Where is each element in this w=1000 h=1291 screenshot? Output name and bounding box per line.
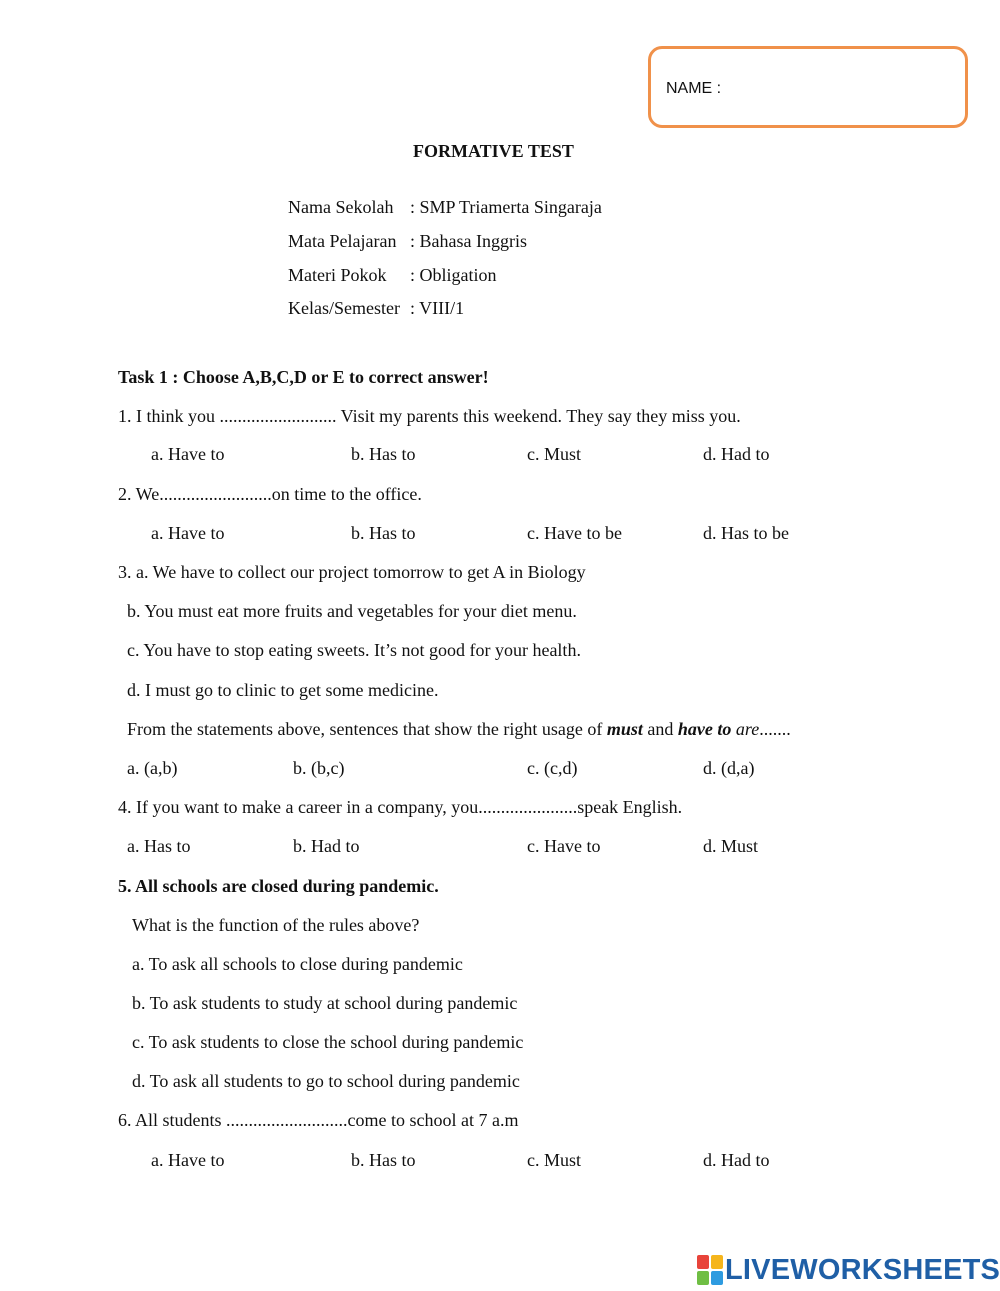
q1-option-d[interactable]: d. Had to: [703, 444, 770, 464]
question-5-stem: 5. All schools are closed during pandemic.: [118, 876, 439, 896]
q1-option-a[interactable]: a. Have to: [151, 444, 225, 464]
question-2-stem: 2. We.........................on time to the office.: [118, 484, 422, 504]
q6-option-b[interactable]: b. Has to: [351, 1150, 416, 1170]
q6-option-a[interactable]: a. Have to: [151, 1150, 225, 1170]
q3-option-a[interactable]: a. (a,b): [127, 758, 178, 778]
q6-option-d[interactable]: d. Had to: [703, 1150, 770, 1170]
q4-option-c[interactable]: c. Have to: [527, 836, 601, 856]
liveworksheets-logo-text: LIVEWORKSHEETS: [725, 1254, 1000, 1286]
task-heading: Task 1 : Choose A,B,C,D or E to correct answer!: [118, 367, 489, 387]
q3-statement-b: b. You must eat more fruits and vegetables for your diet menu.: [127, 601, 577, 621]
q3-statement-d: d. I must go to clinic to get some medicine.: [127, 680, 439, 700]
info-topic: [288, 265, 497, 285]
liveworksheets-logo-icon: [697, 1255, 723, 1285]
q2-option-a[interactable]: a. Have to: [151, 523, 225, 543]
info-label: Nama Sekolah: [288, 197, 394, 217]
logo-tile: [711, 1271, 723, 1285]
q5-option-c[interactable]: c. To ask students to close the school during pandemic: [132, 1032, 524, 1052]
info-value: : VIII/1: [410, 298, 465, 318]
info-school: [288, 197, 602, 217]
q2-option-c[interactable]: c. Have to be: [527, 523, 622, 543]
info-label: Materi Pokok: [288, 265, 387, 285]
q3-statement-c: c. You have to stop eating sweets. It’s not good for your health.: [127, 640, 581, 660]
logo-tile: [697, 1255, 709, 1269]
q6-option-c[interactable]: c. Must: [527, 1150, 581, 1170]
info-value: : Obligation: [410, 265, 497, 285]
q3-option-d[interactable]: d. (d,a): [703, 758, 755, 778]
info-class: [288, 298, 464, 318]
logo-tile: [711, 1255, 723, 1269]
name-label: NAME :: [666, 80, 722, 97]
q5-option-b[interactable]: b. To ask students to study at school during pandemic: [132, 993, 518, 1013]
q3-prompt-have-to: have to: [677, 719, 732, 739]
q3-prompt: [127, 719, 791, 739]
q1-option-b[interactable]: b. Has to: [351, 444, 416, 464]
q3-prompt-are: are: [731, 719, 760, 739]
q4-option-a[interactable]: a. Has to: [127, 836, 191, 856]
question-6-stem: 6. All students ...........................come to school at 7 a.m: [118, 1110, 519, 1130]
q5-option-a[interactable]: a. To ask all schools to close during pandemic: [132, 954, 463, 974]
name-input[interactable]: [734, 72, 958, 106]
info-subject: [288, 231, 527, 251]
liveworksheets-logo: [697, 1254, 1000, 1286]
q3-prompt-and: and: [642, 719, 678, 739]
info-value: : SMP Triamerta Singaraja: [410, 197, 602, 217]
q3-statement-a: 3. a. We have to collect our project tomorrow to get A in Biology: [118, 562, 586, 582]
info-value: : Bahasa Inggris: [410, 231, 527, 251]
q3-option-b[interactable]: b. (b,c): [293, 758, 345, 778]
question-1-stem: 1. I think you .......................... Visit my parents this weekend. They say they miss you.: [118, 406, 741, 426]
q4-option-d[interactable]: d. Must: [703, 836, 759, 856]
q2-option-b[interactable]: b. Has to: [351, 523, 416, 543]
q3-option-c[interactable]: c. (c,d): [527, 758, 578, 778]
question-4-stem: 4. If you want to make a career in a company, you......................speak English.: [118, 797, 683, 817]
page-title: FORMATIVE TEST: [413, 141, 574, 161]
logo-tile: [697, 1271, 709, 1285]
q1-option-c[interactable]: c. Must: [527, 444, 581, 464]
info-label: Mata Pelajaran: [288, 231, 397, 251]
q3-prompt-must: must: [606, 719, 643, 739]
q2-option-d[interactable]: d. Has to be: [703, 523, 789, 543]
q3-prompt-dots: .......: [759, 719, 791, 739]
q5-option-d[interactable]: d. To ask all students to go to school during pandemic: [132, 1071, 520, 1091]
info-label: Kelas/Semester: [288, 298, 400, 318]
q5-question: What is the function of the rules above?: [132, 915, 420, 935]
q3-prompt-text: From the statements above, sentences that show the right usage of: [127, 719, 607, 739]
q4-option-b[interactable]: b. Had to: [293, 836, 360, 856]
